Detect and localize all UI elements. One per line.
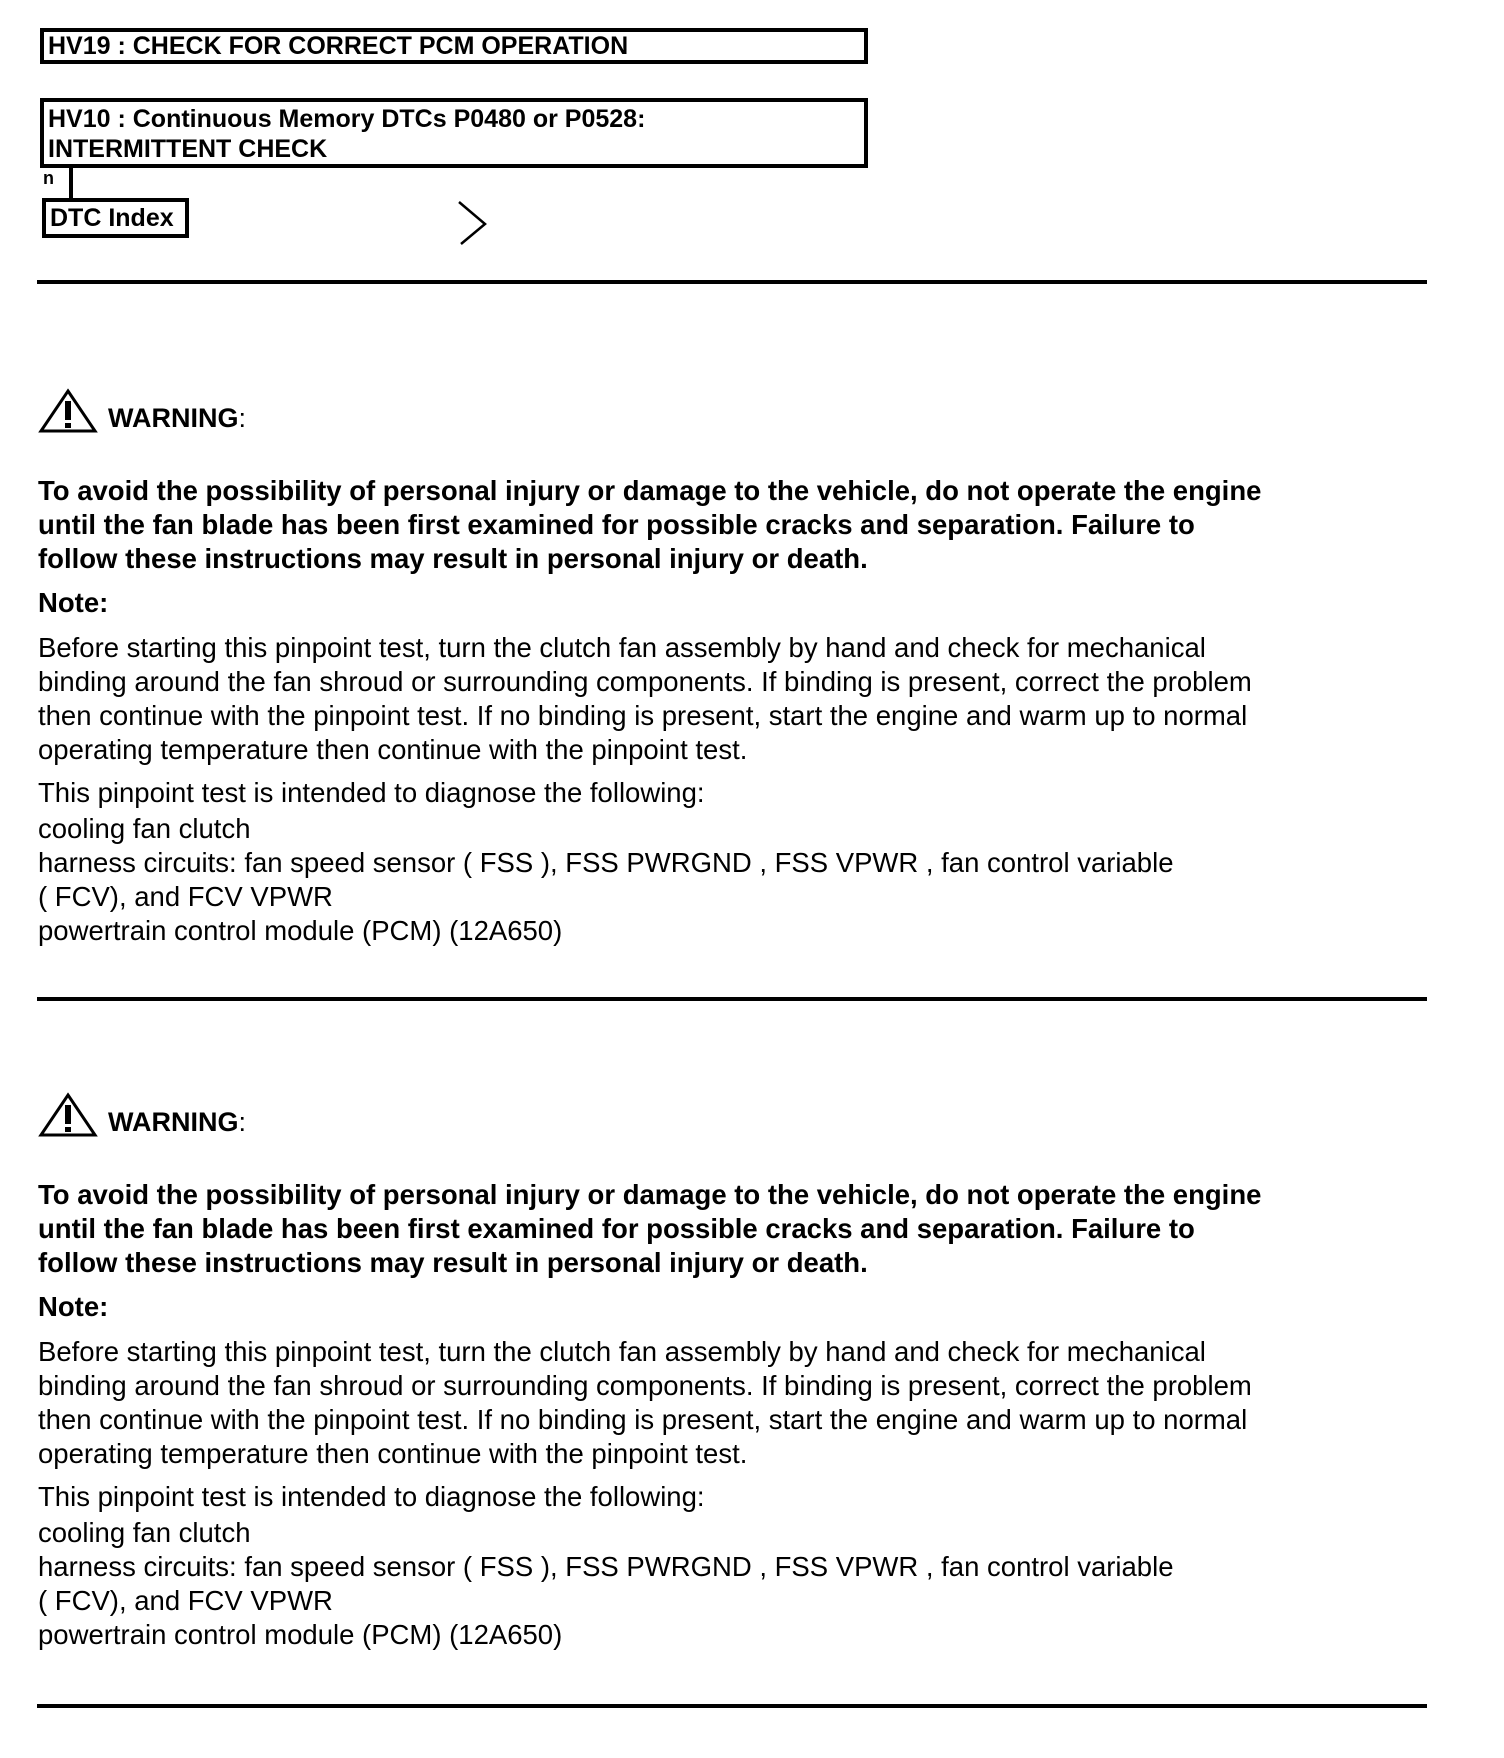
warning-line: until the fan blade has been first examined for possible cracks and separation. Failure to bbox=[38, 1213, 1195, 1244]
divider bbox=[37, 997, 1427, 1001]
warning-line: To avoid the possibility of personal injury or damage to the vehicle, do not operate the engine bbox=[38, 1179, 1262, 1210]
divider bbox=[37, 1704, 1427, 1708]
warning-colon: : bbox=[238, 1107, 247, 1137]
pinpoint-item: cooling fan clutch bbox=[38, 813, 251, 844]
warning-text bbox=[38, 1178, 1261, 1280]
dtc-index-link[interactable]: DTC Index bbox=[42, 198, 189, 238]
pinpoint-items bbox=[38, 1516, 1174, 1652]
hv10-line-2: INTERMITTENT CHECK bbox=[48, 135, 328, 163]
note-label: Note: bbox=[38, 1291, 109, 1322]
warning-line: follow these instructions may result in personal injury or death. bbox=[38, 1247, 868, 1278]
connector-line bbox=[69, 166, 73, 200]
warning-triangle-icon bbox=[38, 1092, 98, 1138]
note-text bbox=[38, 631, 1252, 767]
pinpoint-intro: This pinpoint test is intended to diagnose the following: bbox=[38, 1481, 705, 1512]
warning-header bbox=[38, 1090, 246, 1138]
pinpoint-item: ( FCV), and FCV VPWR bbox=[38, 881, 333, 912]
divider bbox=[37, 280, 1427, 284]
note-line: operating temperature then continue with the pinpoint test. bbox=[38, 734, 748, 765]
pinpoint-items bbox=[38, 812, 1174, 948]
warning-line: To avoid the possibility of personal injury or damage to the vehicle, do not operate the engine bbox=[38, 475, 1262, 506]
warning-header bbox=[38, 386, 246, 434]
chevron-right-icon[interactable] bbox=[455, 200, 489, 246]
hv19-link[interactable]: HV19 : CHECK FOR CORRECT PCM OPERATION bbox=[40, 28, 868, 64]
warning-triangle-icon bbox=[38, 388, 98, 434]
pinpoint-item: ( FCV), and FCV VPWR bbox=[38, 1585, 333, 1616]
note-line: Before starting this pinpoint test, turn the clutch fan assembly by hand and check for mechanical bbox=[38, 632, 1206, 663]
pinpoint-item: harness circuits: fan speed sensor ( FSS ), FSS PWRGND , FSS VPWR , fan control variable bbox=[38, 1551, 1174, 1582]
note-line: then continue with the pinpoint test. If no binding is present, start the engine and warm up to normal bbox=[38, 1404, 1248, 1435]
warning-line: follow these instructions may result in personal injury or death. bbox=[38, 543, 868, 574]
note-line: then continue with the pinpoint test. If no binding is present, start the engine and warm up to normal bbox=[38, 700, 1248, 731]
note-line: binding around the fan shroud or surrounding components. If binding is present, correct the problem bbox=[38, 666, 1252, 697]
pinpoint-item: harness circuits: fan speed sensor ( FSS ), FSS PWRGND , FSS VPWR , fan control variable bbox=[38, 847, 1174, 878]
warning-label: WARNING bbox=[108, 403, 239, 433]
pinpoint-item: powertrain control module (PCM) (12A650) bbox=[38, 1619, 563, 1650]
warning-colon: : bbox=[238, 403, 247, 433]
note-line: binding around the fan shroud or surrounding components. If binding is present, correct the problem bbox=[38, 1370, 1252, 1401]
pinpoint-item: cooling fan clutch bbox=[38, 1517, 251, 1548]
hv10-link[interactable] bbox=[40, 98, 868, 168]
warning-text bbox=[38, 474, 1261, 576]
hv10-line-1: HV10 : Continuous Memory DTCs P0480 or P0528: bbox=[48, 105, 646, 133]
note-line: Before starting this pinpoint test, turn the clutch fan assembly by hand and check for mechanical bbox=[38, 1336, 1206, 1367]
pinpoint-item: powertrain control module (PCM) (12A650) bbox=[38, 915, 563, 946]
pinpoint-intro: This pinpoint test is intended to diagnose the following: bbox=[38, 777, 705, 808]
warning-label: WARNING bbox=[108, 1107, 239, 1137]
note-line: operating temperature then continue with the pinpoint test. bbox=[38, 1438, 748, 1469]
n-label: n bbox=[43, 168, 54, 188]
note-text bbox=[38, 1335, 1252, 1471]
note-label: Note: bbox=[38, 587, 109, 618]
warning-line: until the fan blade has been first examined for possible cracks and separation. Failure to bbox=[38, 509, 1195, 540]
